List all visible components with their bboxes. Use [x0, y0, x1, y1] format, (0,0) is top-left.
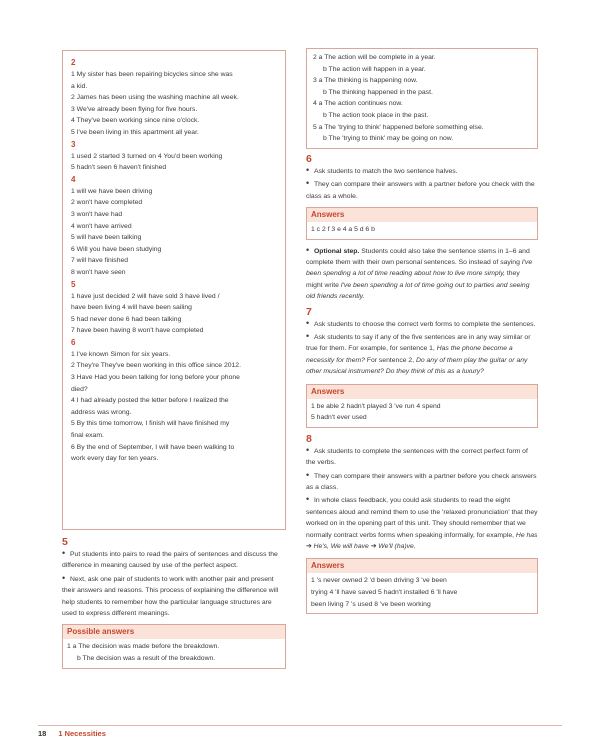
bullet	[62, 549, 286, 572]
exercise-number: 3	[71, 139, 76, 149]
bullet-icon: •	[306, 244, 310, 255]
bullet-text: Ask students to say if any of the five sentences are in any way similar or true for them. For example, for sentence 1,	[306, 334, 531, 353]
bullet-text: Ask students to match the two sentence halves.	[314, 167, 458, 175]
bullet-example: Has the phone become a necessity for them?	[306, 345, 513, 364]
optional-step-text: Students could also take the sentence stems in 1–6 and complete them with their own personal sentences. So instead of saying	[306, 247, 530, 266]
bullet	[306, 319, 538, 330]
answer-line: 1 used 2 started 3 turned on 4 You'd been working	[71, 152, 223, 160]
exercise-number: 5	[71, 279, 76, 289]
optional-step-label: Optional step.	[314, 247, 360, 255]
bullet-icon: •	[62, 572, 66, 583]
bullet-text: Ask students to choose the correct verb forms to complete the sentences.	[314, 320, 536, 328]
answer-line: been living 7 's used 8 've been working	[311, 600, 431, 608]
possible-answers-title: Possible answers	[63, 625, 285, 639]
answer-line: work every day for ten years.	[71, 455, 159, 463]
optional-step	[306, 246, 538, 303]
exercise-number: 6	[71, 337, 76, 347]
answer-line: 3 Have Had you been talking for long before your phone	[71, 374, 240, 382]
answer-line: 1 be able 2 hadn't played 3 've run 4 spend	[311, 402, 441, 410]
bullet-icon: •	[306, 494, 310, 505]
answer-line: 5 I've been living in this apartment all year.	[71, 128, 199, 136]
section-8	[306, 433, 538, 614]
answer-line: 7 have been having 8 won't have completed	[71, 327, 204, 335]
answer-line: 2 They're They've been working in this office since 2012.	[71, 362, 241, 370]
answer-line: 3 We've already been flying for five hours.	[71, 105, 198, 113]
bullet-text: Next, ask one pair of students to work with another pair and present their answers and reasons. This process of explaining the difference will help students to remember how the particular language structures are used to express different meanings.	[62, 575, 279, 618]
exercise-number: 4	[71, 174, 76, 184]
answer-key-lines	[71, 57, 279, 465]
right-column	[306, 50, 538, 614]
answer-line: 1 a The decision was made before the breakdown.	[67, 643, 220, 651]
chapter-title: 1 Necessities	[58, 729, 106, 738]
answer-line: have been living 4 will have been sailing	[71, 304, 192, 312]
answer-line: 1 have just decided 2 will have sold 3 have lived /	[71, 292, 220, 300]
answer-line: 5 hadn't ever used	[311, 414, 367, 422]
continued-answer-lines	[313, 52, 531, 145]
possible-answers-box	[62, 624, 286, 668]
bullet	[306, 446, 538, 469]
bullet-text: In whole class feedback, you could ask students to read the eight sentences aloud and remind them to use the 'relaxed pronunciation' that they worked on in the opening part of this unit. They should remember that we normally contract verbs forms when speaking informally, for example,	[306, 497, 538, 539]
section-5-heading: 5	[62, 536, 68, 548]
bullet-icon: •	[306, 164, 310, 175]
page-number: 18	[38, 729, 47, 738]
answer-line: 3 won't have had	[71, 210, 123, 218]
answer-line: 5 will have been talking	[71, 234, 142, 242]
optional-step-example: I've been spending a lot of time reading about how to live more simply,	[306, 258, 533, 278]
answer-line: a kid.	[71, 82, 88, 90]
answers-title: Answers	[307, 559, 537, 573]
arrow-icon: ➔	[370, 543, 377, 551]
answer-line: 2 James has been using the washing machine all week.	[71, 94, 239, 102]
section-6	[306, 153, 538, 303]
bullet	[306, 495, 538, 552]
answers-box-6	[306, 207, 538, 240]
exercise-number: 2	[71, 58, 76, 67]
answers-body	[307, 399, 537, 427]
page-footer	[38, 725, 562, 738]
section-6-heading: 6	[306, 152, 312, 165]
answers-title: Answers	[307, 385, 537, 399]
answer-line: 4 a The action continues now.	[313, 100, 403, 108]
answer-line: b The thinking happened in the past.	[323, 88, 433, 96]
bullet-text: Ask students to complete the sentences with the correct perfect form of the verbs.	[306, 447, 528, 467]
section-7	[306, 306, 538, 428]
answer-line: 1 I've known Simon for six years.	[71, 350, 171, 358]
bullet-example: Do any of them play the guitar or any other musical instrument? Do they think of this as a luxury?	[306, 356, 528, 376]
possible-answers-body	[63, 639, 285, 667]
continued-answers-box	[306, 48, 538, 149]
answer-line: 1 My sister has been repairing bicycles since she was	[71, 71, 233, 78]
answer-line: 4 won't have arrived	[71, 222, 132, 230]
answer-line: b The decision was a result of the breakdown.	[77, 655, 216, 663]
answer-line: 4 I had already posted the letter before I realized the	[71, 397, 229, 405]
bullet	[306, 166, 538, 177]
answer-line: 8 won't have seen	[71, 268, 126, 276]
bullet-example: He has	[515, 531, 538, 539]
answer-line: final exam.	[71, 432, 104, 440]
answer-line: 7 will have finished	[71, 257, 129, 265]
bullet-icon: •	[62, 548, 66, 558]
optional-step-text: they might write	[306, 270, 520, 289]
bullet	[62, 574, 286, 620]
answer-line: 4 They've been working since nine o'clock.	[71, 117, 200, 125]
answer-line: b The action will happen in a year.	[323, 65, 426, 73]
bullet-text: Put students into pairs to read the pairs of sentences and discuss the difference in meaning caused by use of the perfect aspect.	[62, 551, 278, 570]
answers-box-7	[306, 384, 538, 428]
answer-line: 3 a The thinking is happening now.	[313, 77, 418, 85]
bullet	[306, 179, 538, 202]
arrow-icon: ➔	[306, 543, 312, 551]
answer-line: b The action took place in the past.	[323, 111, 429, 119]
answer-line: 5 hadn't seen 6 haven't finished	[71, 164, 167, 172]
bullet-text: They can compare their answers with a partner before you check with the class as a whole.	[306, 181, 535, 200]
bullet-icon: •	[306, 178, 310, 189]
answer-line: 1 will we have been driving	[71, 187, 153, 195]
answer-line: 5 By this time tomorrow, I finish will have finished my	[71, 420, 230, 428]
answer-line: died?	[71, 385, 88, 393]
answer-line: trying 4 'll have saved 5 hadn't installed 6 'll have	[311, 589, 458, 597]
left-column	[62, 50, 286, 669]
answers-body	[307, 573, 537, 613]
section-8-heading: 8	[306, 432, 312, 445]
answer-line: 6 Will you have been studying	[71, 245, 162, 253]
answers-box-8	[306, 558, 538, 614]
answers-title: Answers	[307, 208, 537, 222]
answer-line: 2 won't have completed	[71, 199, 143, 207]
answer-line: 2 a The action will be complete in a year.	[313, 54, 436, 61]
section-5	[62, 536, 286, 669]
answer-line: b The 'trying to think' may be going on now.	[323, 135, 454, 143]
bullet	[306, 332, 538, 378]
bullet-icon: •	[306, 444, 310, 455]
bullet-icon: •	[306, 469, 310, 480]
bullet-icon: •	[306, 331, 310, 341]
bullet-text: They can compare their answers with a partner before you check answers as a class.	[306, 472, 537, 492]
answer-line: 6 By the end of September, I will have been walking to	[71, 443, 235, 451]
optional-step-example: I've been spending a lot of time going out to parties and seeing old friends recently.	[306, 281, 530, 301]
bullet-icon: •	[306, 317, 310, 328]
section-7-heading: 7	[306, 305, 312, 318]
bullet-example: He's, We will have	[313, 543, 369, 551]
answer-line: 1 's never owned 2 'd been driving 3 've been	[311, 577, 447, 585]
bullet-example: We'll (ha)ve.	[378, 543, 416, 551]
bullet	[306, 471, 538, 494]
answer-line: 5 had never done 6 had been talking	[71, 315, 182, 323]
answers-text: 1 c 2 f 3 e 4 a 5 d 6 b	[311, 225, 375, 233]
answer-line: 5 a The 'trying to think' happened before something else.	[313, 123, 484, 131]
answer-line: address was wrong.	[71, 408, 132, 416]
bullet-text: For sentence 2,	[364, 356, 416, 364]
answer-key-box	[62, 50, 286, 530]
